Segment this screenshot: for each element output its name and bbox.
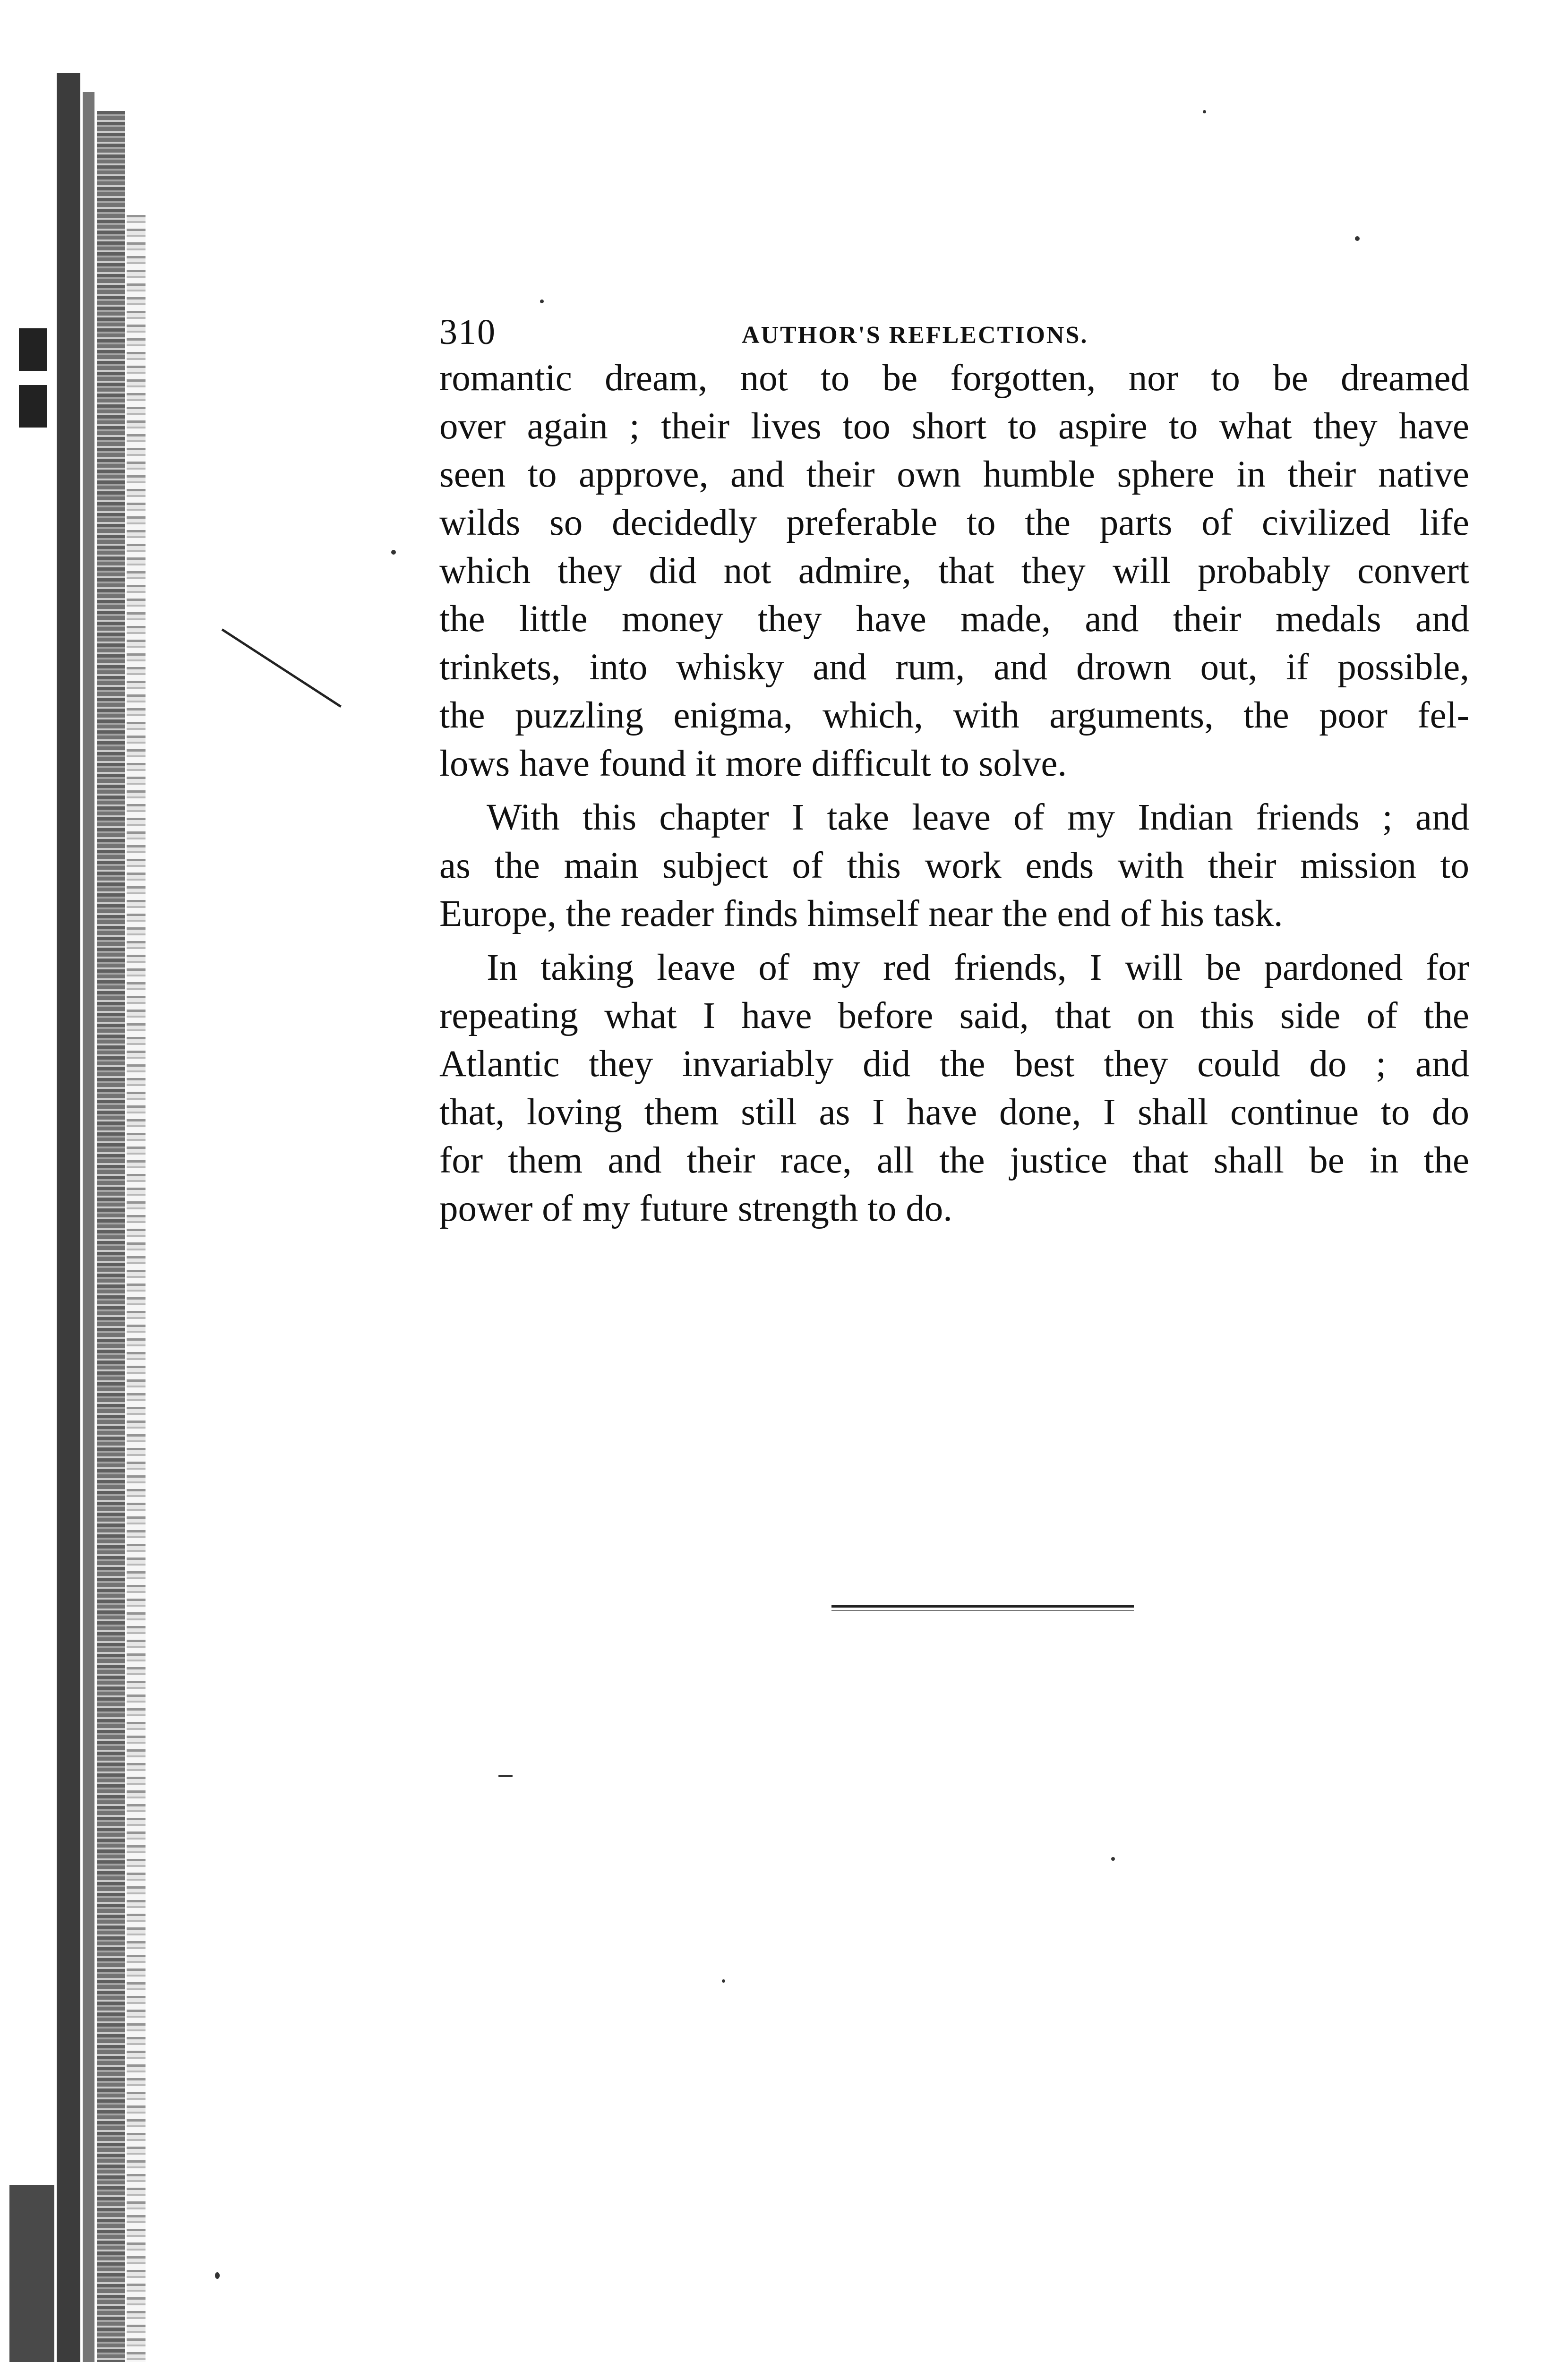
text-line: In taking leave of my red friends, I will be pardoned for (487, 947, 1469, 988)
page-text-block (439, 302, 1469, 1239)
scan-scratch-mark (222, 628, 342, 708)
gutter-shadow (83, 92, 94, 2362)
text-line: over again ; their lives too short to aspire to what they have (439, 406, 1469, 447)
text-line: for them and their race, all the justice that shall be in the (439, 1140, 1469, 1181)
paragraph (439, 354, 1469, 788)
gutter-shadow (9, 2185, 54, 2362)
scan-speck (722, 1979, 725, 1983)
scan-speck (215, 2272, 220, 2279)
text-line: Atlantic they invariably did the best they could do ; and (439, 1044, 1469, 1085)
gutter-shadow (57, 73, 80, 2362)
page-number: 310 (439, 312, 496, 352)
text-line: trinkets, into whisky and rum, and drown out, if possible, (439, 647, 1469, 688)
text-line: wilds so decidedly preferable to the parts of civilized life (439, 502, 1469, 543)
gutter-shadow (97, 111, 125, 2362)
scan-speck (391, 550, 396, 555)
scan-speck (1355, 236, 1360, 241)
gutter-mark (19, 328, 47, 371)
text-line: lows have found it more difficult to solve. (439, 743, 1067, 784)
text-line: the puzzling enigma, which, with arguments, the poor fel- (439, 695, 1469, 736)
gutter-shadow (127, 215, 146, 2362)
text-line: as the main subject of this work ends with their mission to (439, 845, 1469, 886)
scan-speck (1111, 1857, 1115, 1861)
scan-speck (498, 1775, 513, 1777)
text-line: the little money they have made, and their medals and (439, 599, 1469, 640)
text-line: romantic dream, not to be forgotten, nor to be dreamed (439, 358, 1469, 399)
section-end-rule-shadow (831, 1610, 1134, 1611)
section-end-rule (831, 1605, 1134, 1608)
text-line: that, loving them still as I have done, I shall continue to do (439, 1092, 1469, 1133)
body-text (439, 354, 1469, 1233)
gutter-mark (19, 385, 47, 428)
scan-speck (1203, 110, 1206, 113)
text-line: With this chapter I take leave of my Indian friends ; and (487, 797, 1469, 838)
text-line: seen to approve, and their own humble sphere in their native (439, 454, 1469, 495)
text-line: power of my future strength to do. (439, 1188, 953, 1229)
text-line: Europe, the reader finds himself near the end of his task. (439, 893, 1283, 934)
paragraph (439, 944, 1469, 1233)
paragraph (439, 794, 1469, 938)
running-head (439, 302, 1469, 354)
text-line: which they did not admire, that they will probably convert (439, 550, 1469, 591)
running-title: AUTHOR'S REFLECTIONS. (742, 322, 1088, 349)
scanned-binding-gutter (0, 73, 156, 2362)
text-line: repeating what I have before said, that on this side of the (439, 995, 1469, 1036)
